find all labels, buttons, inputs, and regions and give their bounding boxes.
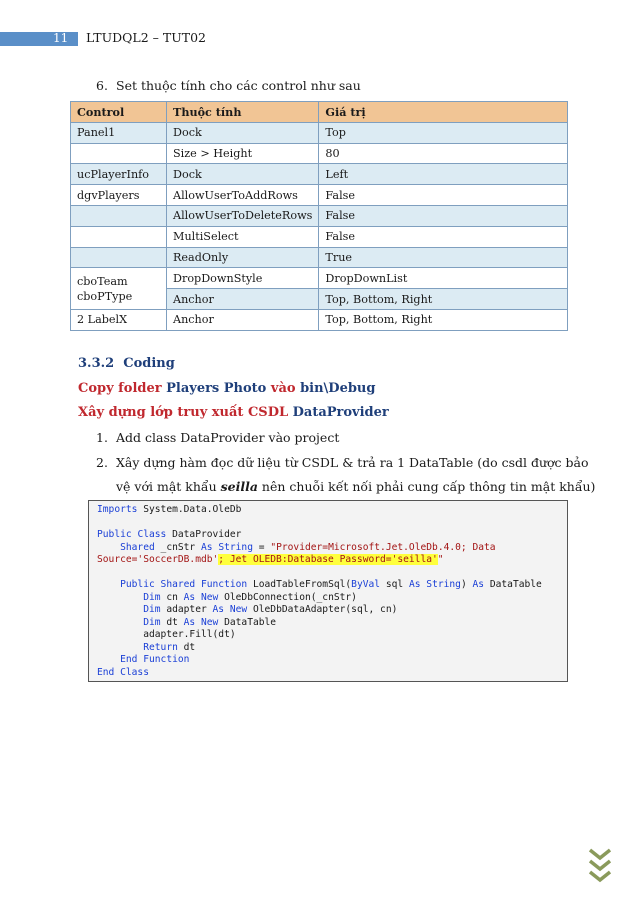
table-row <box>71 205 568 226</box>
code-text <box>97 579 120 590</box>
code-keyword: As <box>408 579 421 590</box>
code-line <box>97 517 559 530</box>
code-keyword: Dim <box>143 604 161 615</box>
code-keyword: End <box>97 666 115 678</box>
cell-value: Top, Bottom, Right <box>319 289 568 310</box>
cell-value: 80 <box>319 143 568 164</box>
properties-table <box>70 101 568 331</box>
table-row <box>71 143 568 164</box>
copy-folder-name: Players Photo <box>166 381 267 396</box>
code-keyword: Class <box>120 666 149 678</box>
code-text: sql <box>380 579 409 590</box>
cell-control <box>71 247 167 268</box>
code-line <box>97 592 559 605</box>
code-text: LoadTableFromSql( <box>247 579 352 590</box>
build-class-name: DataProvider <box>292 405 389 420</box>
column-header-control: Control <box>71 102 167 123</box>
cell-control <box>71 143 167 164</box>
cell-value: True <box>319 247 568 268</box>
cell-property: ReadOnly <box>167 247 319 268</box>
code-keyword: As <box>183 616 196 628</box>
code-keyword: Function <box>143 654 190 665</box>
code-keyword: ByVal <box>351 579 381 590</box>
code-text <box>97 542 120 553</box>
list-item-2-number: 2. <box>96 455 108 470</box>
code-string: "Provider=Microsoft.Jet.OleDb.4.0; Data <box>270 541 496 553</box>
code-keyword: Public <box>97 529 132 540</box>
step-6-text: Set thuộc tính cho các control như sau <box>116 78 361 93</box>
column-header-value: Giá trị <box>319 102 568 123</box>
triple-chevron-down-icon <box>588 846 612 886</box>
password-emphasis: seilla <box>220 479 258 494</box>
cell-property: Dock <box>167 122 319 143</box>
code-keyword: Class <box>137 529 167 540</box>
code-line <box>97 604 559 617</box>
code-text: OleDbDataAdapter(sql, cn) <box>247 604 398 615</box>
table-row <box>71 268 568 289</box>
document-title: LTUDQL2 – TUT02 <box>86 30 206 45</box>
code-text <box>97 617 143 628</box>
cell-property: DropDownStyle <box>167 268 319 289</box>
code-text: = <box>252 541 271 553</box>
table-header-row <box>71 102 568 123</box>
code-text: DataTable <box>218 616 277 628</box>
code-text: adapter <box>160 604 213 615</box>
code-line <box>97 642 559 655</box>
copy-folder-line <box>78 381 375 396</box>
code-line <box>97 617 559 630</box>
cell-control-line: cboTeam <box>77 274 128 288</box>
code-text: OleDbConnection(_cnStr) <box>218 591 357 603</box>
list-item-2-line2 <box>116 479 595 494</box>
code-text: System.Data.OleDb <box>137 504 242 515</box>
code-text <box>97 604 143 615</box>
code-text: cn <box>160 591 184 603</box>
code-line <box>97 654 559 667</box>
code-line <box>97 529 559 542</box>
code-keyword: As <box>200 541 213 553</box>
code-keyword: New <box>229 604 248 615</box>
code-line <box>97 542 559 555</box>
copy-folder-text-1: Copy folder <box>78 381 167 396</box>
cell-control <box>71 226 167 247</box>
cell-control: dgvPlayers <box>71 185 167 206</box>
cell-control: 2 LabelX <box>71 309 167 330</box>
build-class-text: Xây dựng lớp truy xuất CSDL <box>78 405 293 420</box>
list-item-1-number: 1. <box>96 430 108 445</box>
code-text <box>97 642 143 653</box>
table-row <box>71 164 568 185</box>
cell-value: Top, Bottom, Right <box>319 309 568 330</box>
code-keyword: Dim <box>143 616 161 628</box>
code-keyword: Shared <box>120 541 155 553</box>
cell-value: False <box>319 185 568 206</box>
cell-property: AllowUserToAddRows <box>167 185 319 206</box>
cell-property: MultiSelect <box>167 226 319 247</box>
cell-property: AllowUserToDeleteRows <box>167 205 319 226</box>
code-string: " <box>437 554 444 565</box>
code-string: Source='SoccerDB.mdb' <box>97 554 219 565</box>
code-block <box>88 500 568 682</box>
code-text: ) <box>460 579 473 590</box>
code-keyword: Shared <box>160 579 196 590</box>
code-keyword: Public <box>120 579 155 590</box>
code-string: ; Jet OLEDB:Database Password='seilla' <box>218 554 438 565</box>
cell-control <box>71 205 167 226</box>
section-heading <box>78 356 175 371</box>
cell-value: DropDownList <box>319 268 568 289</box>
cell-control: Panel1 <box>71 122 167 143</box>
code-line <box>97 554 559 567</box>
code-text <box>97 654 120 665</box>
section-title: Coding <box>123 356 175 371</box>
code-keyword: Return <box>143 641 178 653</box>
code-text: DataTable <box>484 579 542 590</box>
code-keyword: As <box>472 579 485 590</box>
cell-value: Left <box>319 164 568 185</box>
column-header-property: Thuộc tính <box>167 102 319 123</box>
code-line <box>97 579 559 592</box>
section-number: 3.3.2 <box>78 356 115 371</box>
code-keyword: Dim <box>143 591 161 603</box>
cell-property: Size > Height <box>167 143 319 164</box>
code-keyword: Imports <box>97 504 138 515</box>
table-row <box>71 122 568 143</box>
list-item-2-text-a: vệ với mật khẩu <box>116 479 221 494</box>
code-text: _cnStr <box>154 541 201 553</box>
cell-property: Anchor <box>167 309 319 330</box>
list-item-2-text-c: nên chuỗi kết nối phải cung cấp thông tin mật khẩu) <box>257 479 596 494</box>
code-line <box>97 629 559 642</box>
table-row <box>71 247 568 268</box>
cell-value: Top <box>319 122 568 143</box>
code-keyword: Function <box>200 579 248 590</box>
table-row <box>71 309 568 330</box>
cell-property: Dock <box>167 164 319 185</box>
list-item-2-line1: Xây dựng hàm đọc dữ liệu từ CSDL & trả ra 1 DataTable (do csdl được bảo <box>116 455 589 470</box>
copy-folder-text-2: vào <box>266 381 301 396</box>
cell-control: ucPlayerInfo <box>71 164 167 185</box>
step-6-number: 6. <box>96 78 108 93</box>
cell-control-line: cboPType <box>77 289 133 303</box>
code-keyword: End <box>120 654 138 665</box>
code-keyword: New <box>201 591 219 603</box>
list-item-1-text: Add class DataProvider vào project <box>116 430 340 445</box>
cell-property: Anchor <box>167 289 319 310</box>
cell-value: False <box>319 205 568 226</box>
code-keyword: As <box>183 591 196 603</box>
code-text: dt <box>177 641 196 653</box>
code-line <box>97 667 559 680</box>
build-class-line <box>78 405 389 420</box>
table-row <box>71 226 568 247</box>
cell-value: False <box>319 226 568 247</box>
code-text: dt <box>160 616 184 628</box>
code-line <box>97 504 559 517</box>
code-text: adapter.Fill(dt) <box>97 629 236 640</box>
code-keyword: String <box>218 541 253 553</box>
code-keyword: String <box>426 579 461 590</box>
code-keyword: New <box>201 616 219 628</box>
code-line <box>97 567 559 580</box>
code-text: DataProvider <box>166 529 242 540</box>
cell-control-combined <box>71 268 167 310</box>
copy-folder-target: bin\Debug <box>300 381 376 396</box>
table-row <box>71 185 568 206</box>
page-number: 11 <box>53 31 69 45</box>
code-keyword: As <box>212 604 225 615</box>
code-text <box>97 592 143 603</box>
